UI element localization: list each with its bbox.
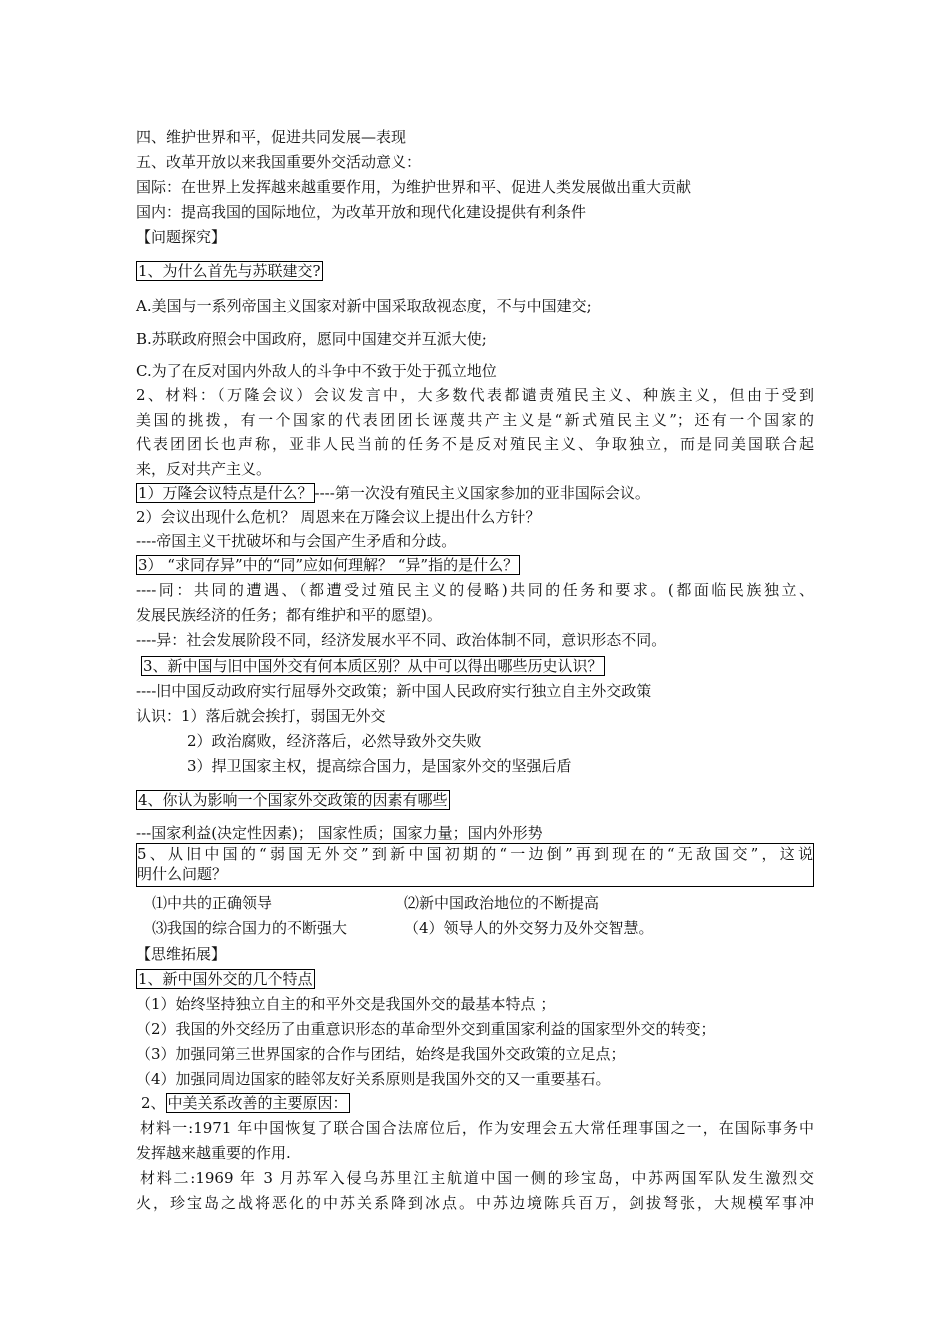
section-heading-5: 五、改革开放以来我国重要外交活动意义： xyxy=(136,153,422,171)
answer-3: ----旧中国反动政府实行屈辱外交政策；新中国人民政府实行独立自主外交政策 xyxy=(136,682,652,700)
answer-common-2: 发展民族经济的任务；都有维护和平的愿望)。 xyxy=(136,606,442,624)
answer-common-1: ----同：共同的遭遇、（都遭受过殖民主义的侵略)共同的任务和要求。(都面临民族独立、 xyxy=(136,581,814,599)
question-5-line-1: 5、从旧中国的“弱国无外交”到新中国初期的“一边倒”再到现在的“无敌国交”，这说 xyxy=(137,845,813,863)
answer-different: ----异：社会发展阶段不同，经济发展水平不同、政治体制不同，意识形态不同。 xyxy=(136,631,667,649)
question-crisis: 2）会议出现什么危机？ 周恩来在万隆会议上提出什么方针？ xyxy=(136,508,541,526)
material-one-line-1: 材料一:1971 年中国恢复了联合国合法席位后，作为安理会五大常任理事国之一，在国际事务中 xyxy=(140,1119,814,1137)
reason-2: ⑵新中国政治地位的不断提高 xyxy=(404,894,600,912)
reason-1: ⑴中共的正确领导 xyxy=(152,894,273,912)
answer-a: A.美国与一系列帝国主义国家对新中国采取敌视态度，不与中国建交; xyxy=(136,297,592,315)
question-4-box: 4、你认为影响一个国家外交政策的因素有哪些 xyxy=(138,791,448,809)
feature-4: （4）加强同周边国家的睦邻友好关系原则是我国外交的又一重要基石。 xyxy=(136,1070,611,1088)
reason-4: （4）领导人的外交努力及外交智慧。 xyxy=(404,919,654,937)
material-line-4: 来，反对共产主义。 xyxy=(136,460,272,478)
insight-2: 2）政治腐败，经济落后，必然导致外交失败 xyxy=(187,732,482,750)
paragraph-domestic: 国内：提高我国的国际地位，为改革开放和现代化建设提供有利条件 xyxy=(136,203,587,221)
feature-2: （2）我国的外交经历了由重意识形态的革命型外交到重国家利益的国家型外交的转变； xyxy=(136,1020,716,1038)
heading-problem-inquiry: 【问题探究】 xyxy=(136,228,227,246)
question-5-line-2: 明什么问题？ xyxy=(137,865,228,883)
feature-1: （1）始终坚持独立自主的和平外交是我国外交的最基本特点 ； xyxy=(136,995,556,1013)
answer-4: ---国家利益(决定性因素)； 国家性质；国家力量；国内外形势 xyxy=(136,824,543,842)
expansion-2-box: 中美关系改善的主要原因： xyxy=(167,1094,348,1112)
question-1-box: 1、为什么首先与苏联建交? xyxy=(138,262,321,280)
material-two-line-1: 材料二:1969 年 3 月苏军入侵乌苏里江主航道中国一侧的珍宝岛，中苏两国军队发生激烈交 xyxy=(140,1169,814,1187)
insight-3: 3）捍卫国家主权，提高综合国力，是国家外交的坚强后盾 xyxy=(187,757,572,775)
material-line-2: 美国的挑拨，有一个国家的代表团团长诬蔑共产主义是“新式殖民主义”；还有一个国家的 xyxy=(136,411,814,429)
question-3-box: 3、新中国与旧中国外交有何本质区别？从中可以得出哪些历史认识？ xyxy=(143,657,603,675)
material-one-line-2: 发挥越来越重要的作用. xyxy=(136,1144,291,1162)
material-two-line-2: 火，珍宝岛之战将恶化的中苏关系降到冰点。中苏边境陈兵百万，剑拔弩张，大规模军事冲 xyxy=(136,1194,814,1212)
expansion-1-box: 1、新中国外交的几个特点 xyxy=(138,970,313,988)
answer-crisis: ----帝国主义干扰破坏和与会国产生矛盾和分歧。 xyxy=(136,532,457,550)
insight-1: 认识：1）落后就会挨打，弱国无外交 xyxy=(136,707,386,725)
feature-3: （3）加强同第三世界国家的合作与团结，始终是我国外交政策的立足点； xyxy=(136,1045,626,1063)
answer-c: C.为了在反对国内外敌人的斗争中不致于处于孤立地位 xyxy=(136,362,497,380)
question-5-box xyxy=(136,843,814,887)
expansion-2-number: 2、 xyxy=(141,1094,166,1112)
heading-thinking-expansion: 【思维拓展】 xyxy=(136,945,227,963)
answer-bandung: ----第一次没有殖民主义国家参加的亚非国际会议。 xyxy=(314,484,650,502)
reason-3: ⑶我国的综合国力的不断强大 xyxy=(152,919,348,937)
answer-b: B.苏联政府照会中国政府，愿同中国建交并互派大使; xyxy=(136,330,487,348)
question-bandung-box: 1）万隆会议特点是什么？ xyxy=(138,484,313,502)
section-heading-4: 四、维护世界和平，促进共同发展—表现 xyxy=(136,128,407,146)
material-line-1: 2、材料：（万隆会议）会议发言中，大多数代表都谴责殖民主义、种族主义，但由于受到 xyxy=(136,386,814,404)
material-line-3: 代表团团长也声称，亚非人民当前的任务不是反对殖民主义、争取独立，而是同美国联合起 xyxy=(136,435,814,453)
question-common-box: 3） “求同存异”中的“同”应如何理解？ “异”指的是什么？ xyxy=(138,556,519,574)
paragraph-international: 国际：在世界上发挥越来越重要作用，为维护世界和平、促进人类发展做出重大贡献 xyxy=(136,178,692,196)
